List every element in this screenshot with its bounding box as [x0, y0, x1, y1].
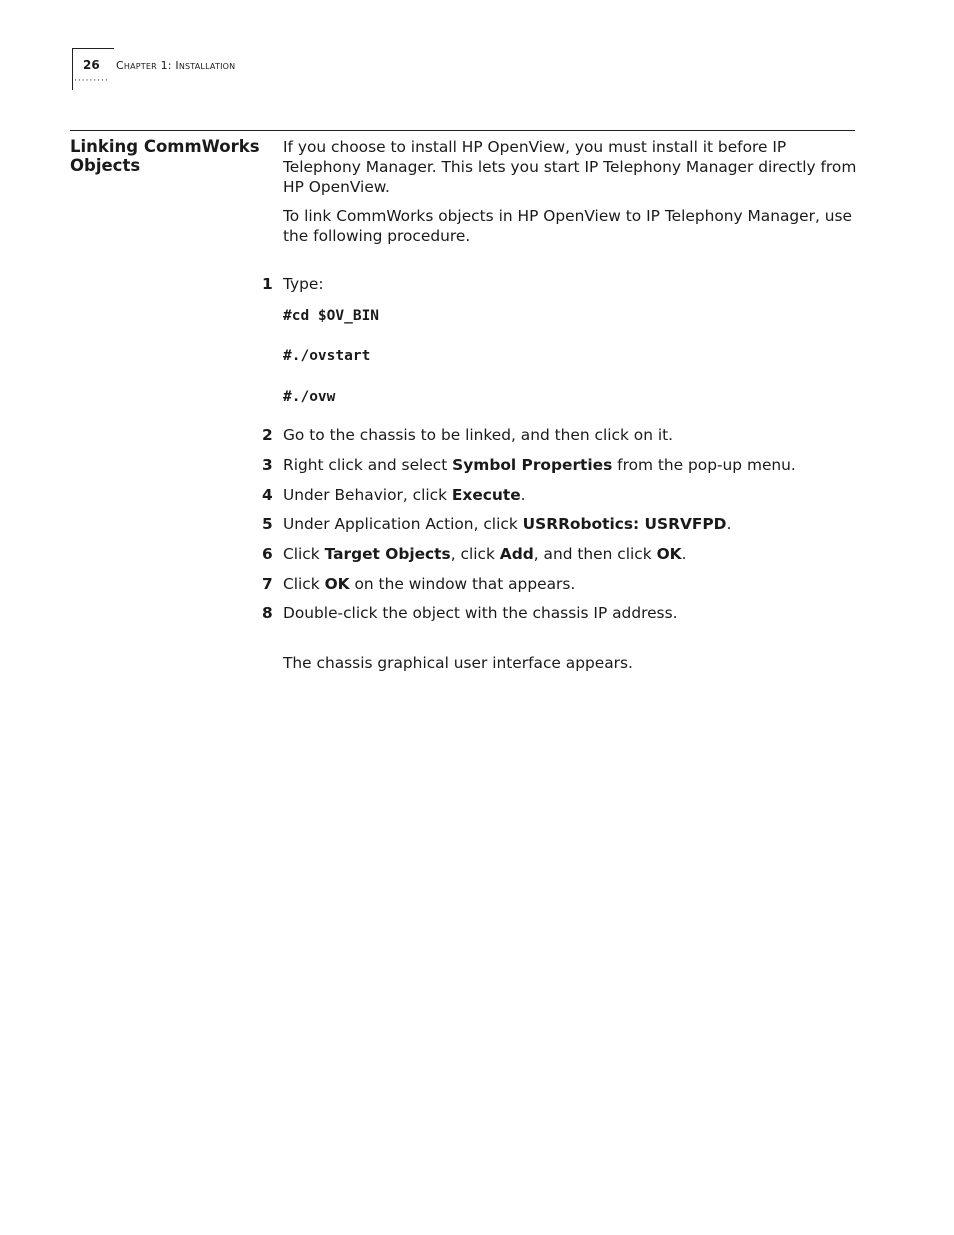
code-line-3: #./ovw	[283, 389, 336, 405]
step-text: Double-click the object with the chassis IP address.	[283, 604, 678, 622]
step-text: from the pop-up menu.	[612, 456, 796, 474]
chapter-title: Chapter 1: Installation	[116, 59, 236, 72]
step-text: Click	[283, 545, 325, 563]
step-number: 6	[262, 545, 273, 563]
header-vertical-rule	[72, 48, 73, 90]
step-text: Go to the chassis to be linked, and then click on it.	[283, 426, 674, 444]
section-heading	[70, 137, 270, 175]
step-bold: Target Objects	[324, 545, 451, 563]
step-number: 5	[262, 515, 273, 533]
step-number: 4	[262, 486, 273, 504]
step-bold: Symbol Properties	[452, 456, 613, 474]
step-text: Type:	[283, 275, 324, 293]
intro-paragraph: If you choose to install HP OpenView, you must install it before IP Telephony Manager. This lets you start IP Telephony Manager directly from HP OpenView.	[283, 138, 857, 196]
result-paragraph: The chassis graphical user interface appears.	[283, 654, 633, 672]
page-header	[72, 48, 312, 92]
step-1	[262, 274, 883, 294]
step-5	[262, 514, 883, 534]
step-number: 3	[262, 456, 273, 474]
step-text: , and then click	[533, 545, 657, 563]
dots-ornament: ·········	[74, 76, 109, 86]
step-bold: Execute	[451, 486, 521, 504]
step-text: Right click and select	[283, 456, 453, 474]
step-4	[262, 485, 883, 505]
code-line-2: #./ovstart	[283, 348, 371, 364]
step-bold: USRRobotics: USRVFPD	[522, 515, 727, 533]
step-6	[262, 544, 883, 564]
step-text: Under Behavior, click	[283, 486, 452, 504]
step-number: 8	[262, 604, 273, 622]
step-text: .	[726, 515, 732, 533]
section-heading-line2: Objects	[70, 156, 141, 175]
step-2	[262, 425, 883, 445]
step-text: , click	[450, 545, 500, 563]
step-text: .	[681, 545, 687, 563]
step-7	[262, 574, 883, 594]
step-text: Under Application Action, click	[283, 515, 523, 533]
step-8	[262, 603, 883, 623]
code-line-1: #cd $OV_BIN	[283, 308, 380, 324]
step-text: Click	[283, 575, 325, 593]
step-number: 2	[262, 426, 273, 444]
step-bold: OK	[656, 545, 682, 563]
step-text: .	[520, 486, 526, 504]
lead-paragraph: To link CommWorks objects in HP OpenView to IP Telephony Manager, use the following procedure.	[283, 207, 852, 245]
section-rule	[70, 130, 855, 131]
page-number: 26	[83, 58, 100, 72]
step-text: on the window that appears.	[349, 575, 576, 593]
header-horizontal-rule	[72, 48, 114, 49]
step-number: 1	[262, 275, 273, 293]
section-heading-line1: Linking CommWorks	[70, 137, 260, 156]
step-bold: Add	[499, 545, 534, 563]
step-3	[262, 455, 883, 475]
step-number: 7	[262, 575, 273, 593]
step-bold: OK	[324, 575, 350, 593]
